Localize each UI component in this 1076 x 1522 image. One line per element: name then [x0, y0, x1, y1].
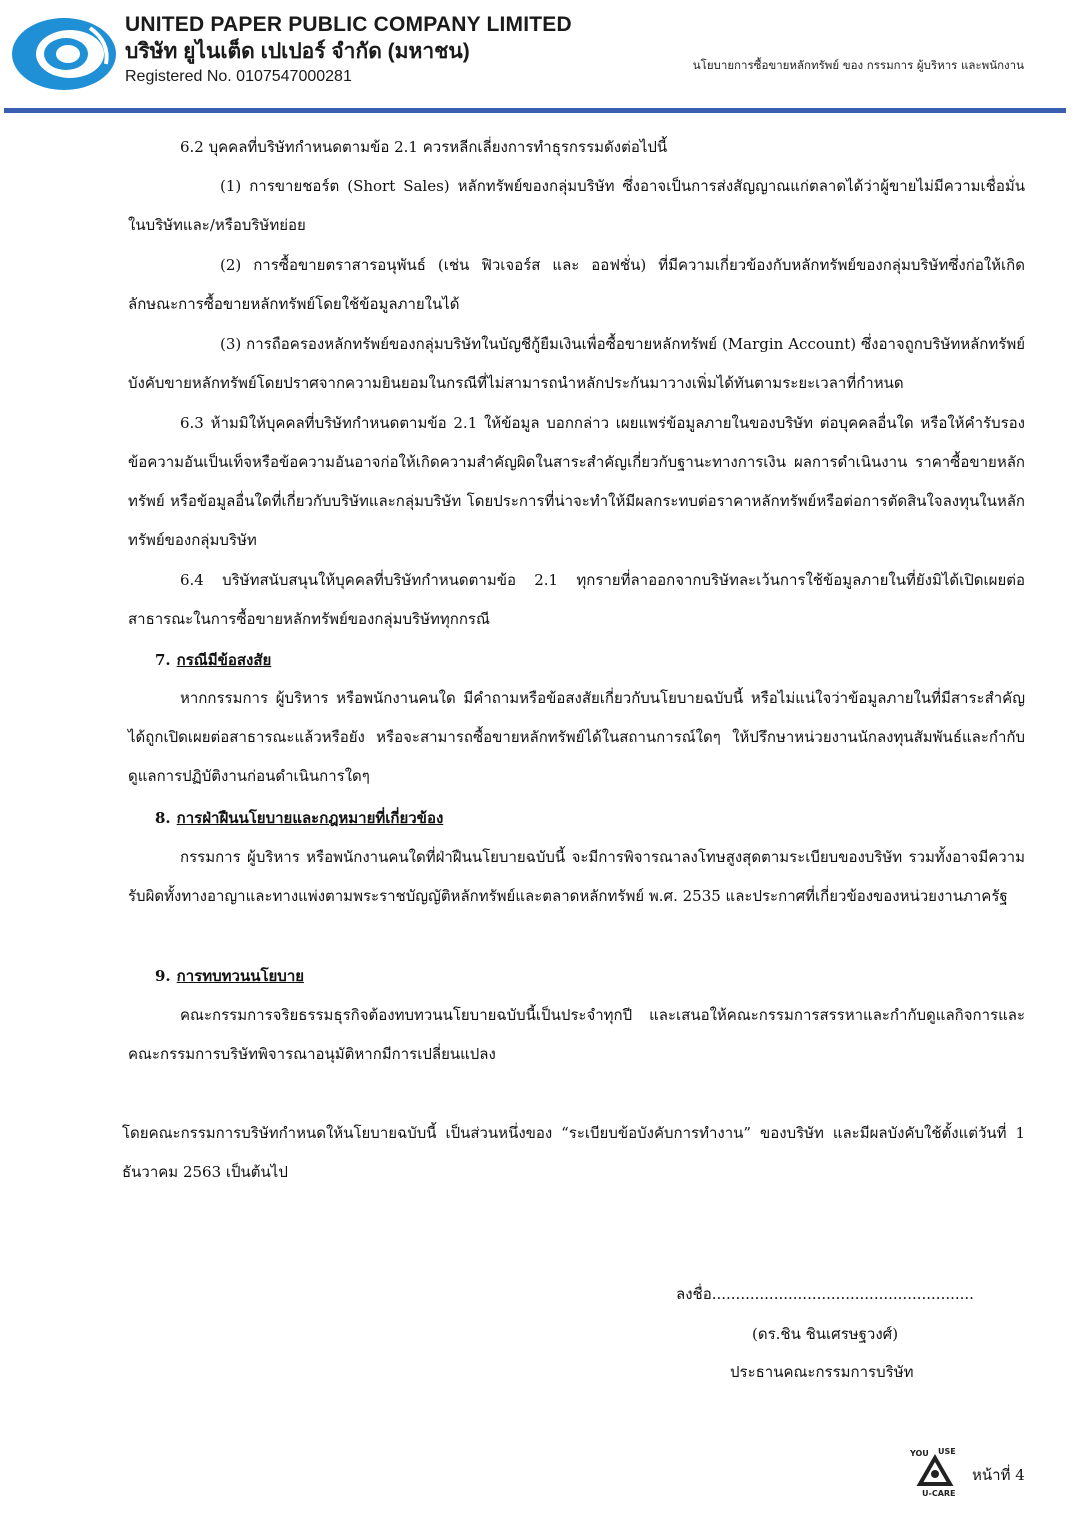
signature-line: ลงชื่อ....................................................... — [676, 1285, 974, 1303]
signatory-name: (ดร.ชิน ชินเศรษฐวงศ์) — [752, 1325, 899, 1343]
heading-section-9 — [155, 964, 304, 988]
svg-text:YOU: YOU — [910, 1449, 929, 1458]
heading-section-7 — [155, 648, 271, 672]
heading-9-title: การทบทวนนโยบาย — [176, 967, 305, 985]
section-6-4: 6.4 บริษัทสนับสนุนให้บุคคลที่บริษัทกำหนดตามข้อ 2.1 ทุกรายที่ลาออกจากบริษัทละเว้นการใช้ข้อมูลภายในที่ยังมิได้เปิดเผยต่อสาธารณะในการซื้อขายหลักทรัพย์ของกลุ่มบริษัททุกกรณี — [128, 571, 1025, 628]
company-logo-icon — [10, 14, 122, 94]
section-6-2-item-1: (1) การขายชอร์ต (Short Sales) หลักทรัพย์ของกลุ่มบริษัท ซึ่งอาจเป็นการส่งสัญญาณแก่ตลาดได้ว่าผู้ขายไม่มีความเชื่อมั่นในบริษัทและ/หรือบริษัทย่อย — [128, 177, 1025, 234]
page-header — [0, 0, 1076, 118]
svg-text:U-CARE: U-CARE — [922, 1489, 956, 1498]
section-6-3: 6.3 ห้ามมิให้บุคคลที่บริษัทกำหนดตามข้อ 2.1 ให้ข้อมูล บอกกล่าว เผยแพร่ข้อมูลภายในของบริษัท ต่อบุคคลอื่นใด หรือให้คำรับรองข้อความอันเป็นเท็จหรือข้อความอันอาจก่อให้เกิดความสำคัญผิดในสาระสำคัญเกี่ยวกับฐานะทางการเงิน ผลการดำเนินงาน ราคาซื้อขายหลักทรัพย์ หรือข้อมูลอื่นใดที่เกี่ยวกับบริษัทและกลุ่มบริษัท โดยประการที่น่าจะทำให้มีผลกระทบต่อราคาหลักทรัพย์หรือต่อการตัดสินใจลงทุนในหลักทรัพย์ของกลุ่มบริษัท — [128, 414, 1025, 549]
heading-8-title: การฝ่าฝืนนโยบายและกฎหมายที่เกี่ยวข้อง — [176, 809, 444, 827]
section-6-2-item-2: (2) การซื้อขายตราสารอนุพันธ์ (เช่น ฟิวเจอร์ส และ ออฟชั่น) ที่มีความเกี่ยวข้องกับหลักทรัพย์ของกลุ่มบริษัทซึ่งก่อให้เกิดลักษณะการซื้อขายหลักทรัพย์โดยใช้ข้อมูลภายในได้ — [128, 256, 1025, 313]
heading-section-8 — [155, 806, 443, 830]
heading-9-number: 9. — [155, 967, 171, 985]
heading-8-number: 8. — [155, 809, 171, 827]
section-6-2-item-3: (3) การถือครองหลักทรัพย์ของกลุ่มบริษัทในบัญชีกู้ยืมเงินเพื่อซื้อขายหลักทรัพย์ (Margin Account) ซึ่งอาจถูกบริษัทหลักทรัพย์บังคับขายหลักทรัพย์โดยปราศจากความยินยอมในกรณีที่ไม่สามารถนำหลักประกันมาวางเพิ่มได้ทันตามระยะเวลาที่กำหนด — [128, 335, 1025, 392]
heading-7-number: 7. — [155, 651, 171, 669]
heading-7-title: กรณีมีข้อสงสัย — [176, 651, 272, 669]
header-divider — [4, 108, 1066, 113]
u-care-recycle-icon — [906, 1446, 964, 1498]
closing-paragraph: โดยคณะกรรมการบริษัทกำหนดให้นโยบายฉบับนี้ เป็นส่วนหนึ่งของ “ระเบียบข้อบังคับการทำงาน” ของบริษัท และมีผลบังคับใช้ตั้งแต่วันที่ 1 ธันวาคม 2563 เป็นต้นไป — [122, 1124, 1025, 1181]
signatory-position: ประธานคณะกรรมการบริษัท — [730, 1363, 914, 1381]
section-7-body: หากกรรมการ ผู้บริหาร หรือพนักงานคนใด มีคำถามหรือข้อสงสัยเกี่ยวกับนโยบายฉบับนี้ หรือไม่แน่ใจว่าข้อมูลภายในที่มีสาระสำคัญได้ถูกเปิดเผยต่อสาธารณะแล้วหรือยัง หรือจะสามารถซื้อขายหลักทรัพย์ได้ในสถานการณ์ใดๆ ให้ปรึกษาหน่วยงานนักลงทุนสัมพันธ์และกำกับดูแลการปฏิบัติงานก่อนดำเนินการใดๆ — [128, 689, 1025, 785]
company-name-en: UNITED PAPER PUBLIC COMPANY LIMITED — [125, 13, 572, 36]
section-8-body: กรรมการ ผู้บริหาร หรือพนักงานคนใดที่ฝ่าฝืนนโยบายฉบับนี้ จะมีการพิจารณาลงโทษสูงสุดตามระเบียบของบริษัท รวมทั้งอาจมีความรับผิดทั้งทางอาญาและทางแพ่งตามพระราชบัญญัติหลักทรัพย์และตลาดหลักทรัพย์ พ.ศ. 2535 และประกาศที่เกี่ยวข้องของหน่วยงานภาครัฐ — [128, 848, 1025, 905]
document-title: นโยบายการซื้อขายหลักทรัพย์ ของ กรรมการ ผู้บริหาร และพนักงาน — [692, 58, 1024, 72]
page-number: หน้าที่ 4 — [972, 1466, 1025, 1484]
svg-text:USE: USE — [938, 1447, 956, 1456]
company-name-th: บริษัท ยูไนเต็ด เปเปอร์ จำกัด (มหาชน) — [125, 40, 470, 63]
registered-number: Registered No. 0107547000281 — [125, 68, 352, 85]
section-6-2-intro: 6.2 บุคคลที่บริษัทกำหนดตามข้อ 2.1 ควรหลีกเลี่ยงการทำธุรกรรมดังต่อไปนี้ — [180, 138, 668, 156]
company-name-block — [125, 12, 572, 88]
section-9-body: คณะกรรมการจริยธรรมธุรกิจต้องทบทวนนโยบายฉบับนี้เป็นประจำทุกปี และเสนอให้คณะกรรมการสรรหาและกำกับดูแลกิจการและคณะกรรมการบริษัทพิจารณาอนุมัติหากมีการเปลี่ยนแปลง — [128, 1006, 1025, 1063]
